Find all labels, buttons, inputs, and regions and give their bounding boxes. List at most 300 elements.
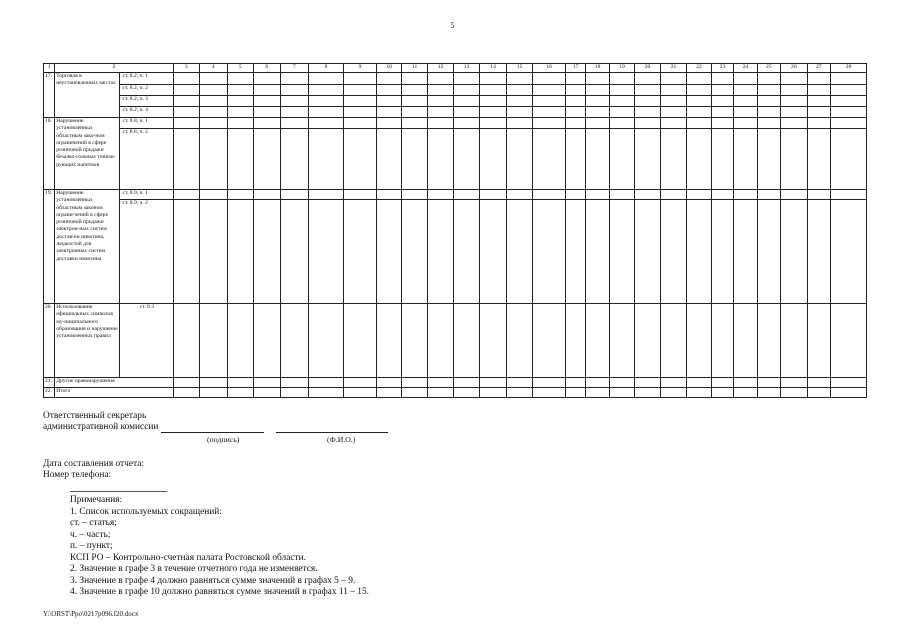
data-cell [781, 200, 808, 304]
data-cell [635, 107, 660, 118]
data-cell [480, 73, 507, 85]
header-cell: 7 [280, 64, 309, 73]
data-cell [343, 388, 377, 398]
data-cell [377, 118, 401, 129]
data-cell [807, 107, 830, 118]
data-cell [428, 85, 453, 96]
data-cell [453, 73, 480, 85]
table-row [44, 129, 867, 190]
header-cell: 11 [401, 64, 428, 73]
data-cell [309, 200, 344, 304]
data-cell [660, 129, 687, 190]
data-cell [173, 118, 200, 129]
data-cell [807, 304, 830, 378]
data-cell [506, 107, 533, 118]
header-cell: 2 [55, 64, 173, 73]
data-cell [200, 96, 228, 107]
data-cell [428, 190, 453, 200]
data-cell [609, 96, 634, 107]
data-cell [831, 107, 867, 118]
data-cell [687, 107, 711, 118]
data-cell [635, 378, 660, 388]
row-number: 19. [44, 190, 55, 304]
data-cell [227, 118, 254, 129]
data-cell [453, 190, 480, 200]
data-cell [757, 85, 780, 96]
data-cell [711, 304, 733, 378]
data-cell [660, 378, 687, 388]
data-cell [227, 200, 254, 304]
data-cell [635, 118, 660, 129]
data-cell [453, 388, 480, 398]
data-cell [687, 378, 711, 388]
table-row [44, 96, 867, 107]
data-cell [173, 85, 200, 96]
data-cell [227, 190, 254, 200]
data-cell [200, 107, 228, 118]
data-cell [280, 388, 309, 398]
data-cell [343, 200, 377, 304]
data-cell [586, 190, 609, 200]
note-line: п. – пункт; [70, 541, 113, 551]
data-cell [254, 96, 281, 107]
data-cell [480, 304, 507, 378]
article-ref: ст. 8.9, ч. 1 [120, 190, 173, 200]
data-cell [254, 85, 281, 96]
data-cell [401, 107, 428, 118]
data-cell [757, 96, 780, 107]
data-cell [533, 378, 566, 388]
data-cell [757, 304, 780, 378]
data-cell [506, 304, 533, 378]
data-cell [309, 378, 344, 388]
data-cell [660, 73, 687, 85]
data-cell [734, 107, 757, 118]
note-line: ч. – часть; [70, 529, 111, 540]
phone-label: Номер телефона: [43, 470, 112, 481]
data-cell [453, 107, 480, 118]
header-cell: 25 [757, 64, 780, 73]
data-cell [428, 388, 453, 398]
data-cell [533, 304, 566, 378]
data-cell [831, 200, 867, 304]
data-cell [428, 129, 453, 190]
data-cell [227, 107, 254, 118]
data-cell [343, 118, 377, 129]
data-cell [757, 107, 780, 118]
data-cell [173, 304, 200, 378]
data-cell [227, 304, 254, 378]
header-cell: 9 [343, 64, 377, 73]
data-cell [480, 107, 507, 118]
header-cell: 20 [635, 64, 660, 73]
data-cell [687, 190, 711, 200]
data-cell [309, 388, 344, 398]
data-cell [660, 96, 687, 107]
data-cell [711, 388, 733, 398]
data-cell [401, 200, 428, 304]
data-cell [533, 388, 566, 398]
data-cell [757, 200, 780, 304]
data-cell [565, 200, 585, 304]
data-cell [734, 304, 757, 378]
data-cell [506, 200, 533, 304]
data-cell [807, 118, 830, 129]
data-cell [428, 73, 453, 85]
data-cell [734, 118, 757, 129]
data-cell [734, 73, 757, 85]
data-cell [254, 388, 281, 398]
data-cell [173, 73, 200, 85]
data-cell [807, 200, 830, 304]
header-cell: 17 [565, 64, 585, 73]
header-cell: 6 [254, 64, 281, 73]
data-cell [711, 85, 733, 96]
table-row [44, 73, 867, 85]
data-cell [254, 129, 281, 190]
data-cell [660, 304, 687, 378]
data-cell [533, 118, 566, 129]
data-cell [343, 190, 377, 200]
header-cell: 16 [533, 64, 566, 73]
data-cell [586, 85, 609, 96]
data-cell [635, 85, 660, 96]
data-cell [254, 73, 281, 85]
data-cell [480, 96, 507, 107]
data-cell [711, 190, 733, 200]
article-ref: ст. 8.8, ч. 2 [120, 129, 173, 190]
data-cell [565, 107, 585, 118]
data-cell [309, 85, 344, 96]
data-cell [781, 190, 808, 200]
data-cell [309, 107, 344, 118]
data-cell [280, 73, 309, 85]
data-cell [309, 118, 344, 129]
data-cell [609, 304, 634, 378]
data-cell [831, 73, 867, 85]
data-cell [309, 304, 344, 378]
data-cell [660, 190, 687, 200]
data-cell [428, 378, 453, 388]
data-cell [781, 304, 808, 378]
header-cell: 10 [377, 64, 401, 73]
data-cell [781, 85, 808, 96]
header-cell: 23 [711, 64, 733, 73]
data-cell [401, 190, 428, 200]
data-cell [280, 85, 309, 96]
data-cell [757, 388, 780, 398]
footer-file-path: Y:\ORST\Ppo\0217p096.f20.docx [43, 610, 139, 618]
data-cell [807, 388, 830, 398]
data-cell [377, 129, 401, 190]
header-cell: 27 [807, 64, 830, 73]
data-cell [565, 96, 585, 107]
row-label: Другие правонарушения [55, 378, 173, 388]
article-ref: ст. 8.9, ч. 2 [120, 200, 173, 304]
data-cell [533, 129, 566, 190]
data-cell [781, 118, 808, 129]
data-cell [609, 388, 634, 398]
note-line: 1. Список используемых сокращений: [70, 506, 222, 517]
data-cell [377, 190, 401, 200]
data-cell [635, 129, 660, 190]
data-cell [609, 129, 634, 190]
data-cell [227, 388, 254, 398]
data-cell [309, 190, 344, 200]
header-cell: 18 [586, 64, 609, 73]
article-ref: ст. 8.8, ч. 1 [120, 118, 173, 129]
data-cell [309, 129, 344, 190]
data-cell [227, 73, 254, 85]
data-cell [586, 129, 609, 190]
data-cell [506, 388, 533, 398]
data-cell [343, 73, 377, 85]
offense-name [55, 73, 120, 118]
data-cell [343, 378, 377, 388]
data-cell [660, 118, 687, 129]
data-cell [565, 304, 585, 378]
data-cell [343, 304, 377, 378]
data-cell [687, 200, 711, 304]
data-cell [227, 85, 254, 96]
data-cell [711, 378, 733, 388]
data-cell [506, 73, 533, 85]
data-cell [533, 85, 566, 96]
data-cell [200, 388, 228, 398]
data-cell [734, 378, 757, 388]
signature-line[interactable] [161, 423, 264, 433]
data-cell [453, 85, 480, 96]
data-cell [687, 304, 711, 378]
data-cell [200, 73, 228, 85]
data-cell [831, 96, 867, 107]
data-cell [635, 190, 660, 200]
data-cell [807, 190, 830, 200]
data-cell [565, 388, 585, 398]
data-cell [687, 118, 711, 129]
offense-name [55, 304, 120, 378]
article-ref: ст. 8.2, ч. 2 [120, 85, 173, 96]
data-cell [343, 129, 377, 190]
data-cell [609, 118, 634, 129]
data-cell [734, 96, 757, 107]
data-cell [254, 200, 281, 304]
data-cell [807, 378, 830, 388]
data-cell [781, 378, 808, 388]
data-cell [635, 96, 660, 107]
data-cell [807, 96, 830, 107]
data-cell [609, 107, 634, 118]
data-cell [609, 190, 634, 200]
data-cell [254, 190, 281, 200]
data-cell [227, 129, 254, 190]
data-cell [635, 304, 660, 378]
data-cell [309, 96, 344, 107]
signature-title-line2-text: административной комиссии [43, 422, 159, 433]
data-cell [565, 85, 585, 96]
offense-name-text: Использование официальных символов му-ниципального образования и нарушение установленных правил [56, 304, 118, 340]
data-cell [586, 388, 609, 398]
data-cell [660, 85, 687, 96]
notes-block [70, 495, 369, 599]
data-cell [280, 107, 309, 118]
data-cell [200, 190, 228, 200]
other-offenses-row [44, 378, 867, 388]
data-cell [401, 118, 428, 129]
data-cell [506, 96, 533, 107]
data-cell [533, 96, 566, 107]
data-cell [453, 129, 480, 190]
data-cell [480, 190, 507, 200]
data-cell [734, 388, 757, 398]
data-cell [711, 200, 733, 304]
data-cell [200, 304, 228, 378]
table-row [44, 118, 867, 129]
data-cell [506, 118, 533, 129]
data-cell [831, 378, 867, 388]
data-cell [401, 304, 428, 378]
data-cell [807, 85, 830, 96]
data-cell [428, 107, 453, 118]
header-cell: 22 [687, 64, 711, 73]
header-cell: 5 [227, 64, 254, 73]
notes-title: Примечания: [70, 495, 123, 505]
article-ref: ст. 9.3 [120, 304, 173, 378]
data-cell [254, 107, 281, 118]
data-cell [711, 107, 733, 118]
header-cell: 14 [480, 64, 507, 73]
article-ref: ст. 8.2, ч. 1 [120, 73, 173, 85]
data-cell [586, 304, 609, 378]
header-cell: 24 [734, 64, 757, 73]
header-cell: 8 [309, 64, 344, 73]
data-cell [586, 200, 609, 304]
data-cell [428, 96, 453, 107]
data-cell [428, 200, 453, 304]
data-cell [480, 378, 507, 388]
data-cell [757, 118, 780, 129]
data-cell [781, 129, 808, 190]
header-cell: 28 [831, 64, 867, 73]
data-cell [781, 73, 808, 85]
header-cell: 26 [781, 64, 808, 73]
data-cell [635, 73, 660, 85]
report-date-label: Дата составления отчета: [43, 459, 144, 469]
header-cell: 21 [660, 64, 687, 73]
report-meta [43, 459, 144, 481]
data-cell [377, 378, 401, 388]
data-cell [200, 378, 228, 388]
data-cell [831, 190, 867, 200]
header-cell: 4 [200, 64, 228, 73]
data-cell [757, 129, 780, 190]
data-cell [506, 129, 533, 190]
data-cell [401, 129, 428, 190]
data-cell [227, 96, 254, 107]
data-cell [533, 200, 566, 304]
data-cell [586, 96, 609, 107]
data-cell [687, 388, 711, 398]
data-cell [428, 304, 453, 378]
data-cell [401, 85, 428, 96]
data-cell [200, 118, 228, 129]
data-cell [280, 190, 309, 200]
data-cell [480, 85, 507, 96]
data-cell [280, 200, 309, 304]
data-cell [734, 200, 757, 304]
data-cell [173, 129, 200, 190]
header-cell: 1 [44, 64, 55, 73]
data-cell [377, 388, 401, 398]
name-line[interactable] [276, 423, 388, 433]
data-cell [200, 200, 228, 304]
data-cell [173, 96, 200, 107]
data-cell [660, 388, 687, 398]
total-row [44, 388, 867, 398]
data-cell [453, 378, 480, 388]
offense-name [55, 118, 120, 190]
data-cell [200, 129, 228, 190]
data-cell [711, 118, 733, 129]
signature-caption: (подпись) [207, 435, 240, 444]
data-cell [807, 129, 830, 190]
article-ref: ст. 8.2, ч. 3 [120, 96, 173, 107]
data-cell [687, 96, 711, 107]
header-cell: 12 [428, 64, 453, 73]
data-cell [480, 200, 507, 304]
data-cell [635, 200, 660, 304]
header-cell: 3 [173, 64, 200, 73]
data-cell [401, 378, 428, 388]
row-number: 22. [44, 388, 55, 398]
header-row [44, 64, 867, 73]
data-cell [506, 85, 533, 96]
data-cell [401, 73, 428, 85]
data-cell [377, 73, 401, 85]
data-cell [533, 107, 566, 118]
data-cell [734, 129, 757, 190]
notes-separator [70, 491, 167, 492]
data-cell [609, 73, 634, 85]
data-cell [480, 118, 507, 129]
page-number: 5 [450, 21, 455, 30]
data-cell [280, 304, 309, 378]
data-cell [309, 73, 344, 85]
data-cell [533, 73, 566, 85]
data-cell [401, 96, 428, 107]
data-cell [586, 73, 609, 85]
article-ref: ст. 8.2, ч. 4 [120, 107, 173, 118]
data-cell [200, 85, 228, 96]
table-row [44, 190, 867, 200]
data-cell [831, 118, 867, 129]
data-cell [453, 96, 480, 107]
row-number: 20. [44, 304, 55, 378]
data-cell [831, 129, 867, 190]
data-cell [565, 129, 585, 190]
data-cell [660, 200, 687, 304]
row-number: 21. [44, 378, 55, 388]
data-cell [280, 118, 309, 129]
offense-name [55, 190, 120, 304]
data-cell [506, 190, 533, 200]
data-cell [781, 96, 808, 107]
data-cell [609, 200, 634, 304]
data-cell [506, 378, 533, 388]
data-cell [565, 73, 585, 85]
signature-block [43, 411, 388, 433]
table-row [44, 107, 867, 118]
